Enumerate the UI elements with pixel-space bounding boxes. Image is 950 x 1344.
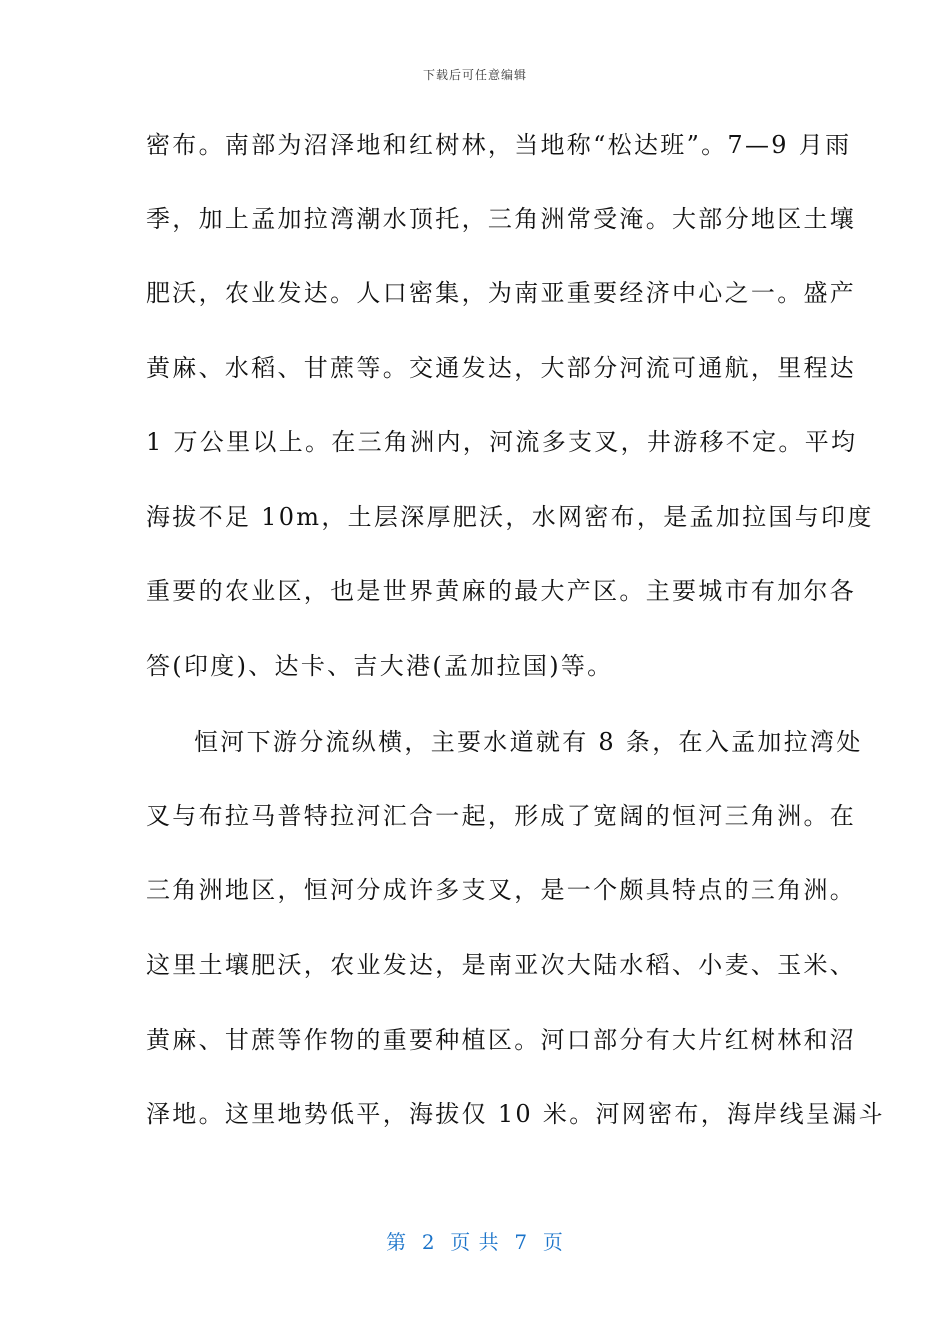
page-header-note: 下载后可任意编辑 xyxy=(422,68,527,82)
text-line: 密布。南部为沼泽地和红树林，当地称“松达班”。7—9 月雨 xyxy=(146,131,852,159)
text-line: 三角洲地区，恒河分成许多支叉，是一个颇具特点的三角洲。 xyxy=(146,876,857,904)
page-number-footer xyxy=(0,1226,950,1255)
text-line: 重要的农业区，也是世界黄麻的最大产区。主要城市有加尔各 xyxy=(146,577,857,605)
text-line: 季，加上孟加拉湾潮水顶托，三角洲常受淹。大部分地区土壤 xyxy=(146,205,857,233)
paragraph-first-line: 恒河下游分流纵横，主要水道就有 8 条，在入孟加拉湾处 xyxy=(194,728,863,756)
text-line: 叉与布拉马普特拉河汇合一起，形成了宽阔的恒河三角洲。在 xyxy=(146,802,857,830)
text-line: 肥沃，农业发达。人口密集，为南亚重要经济中心之一。盛产 xyxy=(146,279,857,307)
text-line: 这里土壤肥沃，农业发达，是南亚次大陆水稻、小麦、玉米、 xyxy=(146,951,857,979)
text-line: 泽地。这里地势低平，海拔仅 10 米。河网密布，海岸线呈漏斗 xyxy=(146,1100,885,1128)
text-line: 1 万公里以上。在三角洲内，河流多支叉，井游移不定。平均 xyxy=(146,428,858,456)
text-line: 黄麻、水稻、甘蔗等。交通发达，大部分河流可通航，里程达 xyxy=(146,354,857,382)
text-line: 黄麻、甘蔗等作物的重要种植区。河口部分有大片红树林和沼 xyxy=(146,1026,857,1054)
page-number-label: 第 2 页 共 7 页 xyxy=(386,1230,564,1254)
text-line: 海拔不足 10m，土层深厚肥沃，水网密布，是孟加拉国与印度 xyxy=(146,503,874,531)
text-line: 答(印度)、达卡、吉大港(孟加拉国)等。 xyxy=(146,652,614,680)
